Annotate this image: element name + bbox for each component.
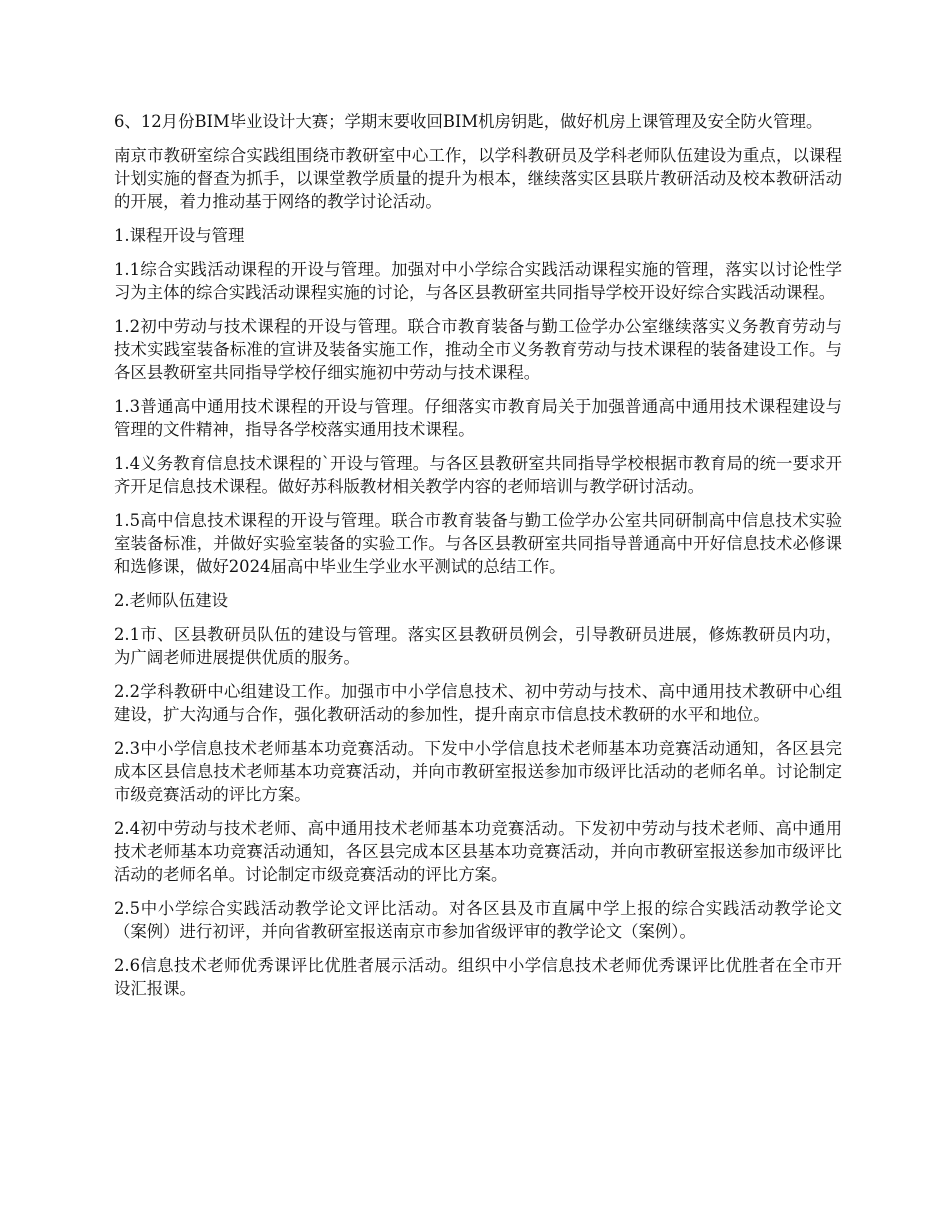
document-page <box>114 110 842 1011</box>
paragraph: 1.5高中信息技术课程的开设与管理。联合市教育装备与勤工俭学办公室共同研制高中信息技术实验室装备标准，并做好实验室装备的实验工作。与各区县教研室共同指导普通高中开好信息技术必修课和选修课，做好2024届高中毕业生学业水平测试的总结工作。 <box>114 511 842 576</box>
paragraph: 2.6信息技术老师优秀课评比优胜者展示活动。组织中小学信息技术老师优秀课评比优胜者在全市开设汇报课。 <box>114 956 842 998</box>
paragraph: 1.4义务教育信息技术课程的`开设与管理。与各区县教研室共同指导学校根据市教育局的统一要求开齐开足信息技术课程。做好苏科版教材相关教学内容的老师培训与教学研讨活动。 <box>114 454 842 496</box>
paragraph: 2.3中小学信息技术老师基本功竞赛活动。下发中小学信息技术老师基本功竞赛活动通知，各区县完成本区县信息技术老师基本功竞赛活动，并向市教研室报送参加市级评比活动的老师名单。讨论制定市级竞赛活动的评比方案。 <box>114 739 842 804</box>
paragraph: 1.2初中劳动与技术课程的开设与管理。联合市教育装备与勤工俭学办公室继续落实义务教育劳动与技术实践室装备标准的宣讲及装备实施工作，推动全市义务教育劳动与技术课程的装备建设工作。与各区县教研室共同指导学校仔细实施初中劳动与技术课程。 <box>114 317 842 382</box>
paragraph: 2.1市、区县教研员队伍的建设与管理。落实区县教研员例会，引导教研员进展，修炼教研员内功，为广阔老师进展提供优质的服务。 <box>114 625 842 667</box>
section-heading: 1.课程开设与管理 <box>114 226 245 245</box>
paragraph: 1.3普通高中通用技术课程的开设与管理。仔细落实市教育局关于加强普通高中通用技术课程建设与管理的文件精神，指导各学校落实通用技术课程。 <box>114 397 842 439</box>
paragraph: 2.4初中劳动与技术老师、高中通用技术老师基本功竞赛活动。下发初中劳动与技术老师、高中通用技术老师基本功竞赛活动通知，各区县完成本区县基本功竞赛活动，并向市教研室报送参加市级评比活动的老师名单。讨论制定市级竞赛活动的评比方案。 <box>114 819 842 884</box>
paragraph: 2.5中小学综合实践活动教学论文评比活动。对各区县及市直属中学上报的综合实践活动教学论文（案例）进行初评，并向省教研室报送南京市参加省级评审的教学论文（案例）。 <box>114 899 842 941</box>
paragraph: 1.1综合实践活动课程的开设与管理。加强对中小学综合实践活动课程实施的管理，落实以讨论性学习为主体的综合实践活动课程实施的讨论，与各区县教研室共同指导学校开设好综合实践活动课程。 <box>114 260 842 302</box>
paragraph: 2.2学科教研中心组建设工作。加强市中小学信息技术、初中劳动与技术、高中通用技术教研中心组建设，扩大沟通与合作，强化教研活动的参加性，提升南京市信息技术教研的水平和地位。 <box>114 682 842 724</box>
paragraph: 6、12月份BIM毕业设计大赛；学期末要收回BIM机房钥匙，做好机房上课管理及安全防火管理。 <box>114 112 823 131</box>
paragraph: 南京市教研室综合实践组围绕市教研室中心工作，以学科教研员及学科老师队伍建设为重点，以课程计划实施的督查为抓手，以课堂教学质量的提升为根本，继续落实区县联片教研活动及校本教研活动的开展，着力推动基于网络的教学讨论活动。 <box>114 146 842 211</box>
section-heading: 2.老师队伍建设 <box>114 591 228 610</box>
